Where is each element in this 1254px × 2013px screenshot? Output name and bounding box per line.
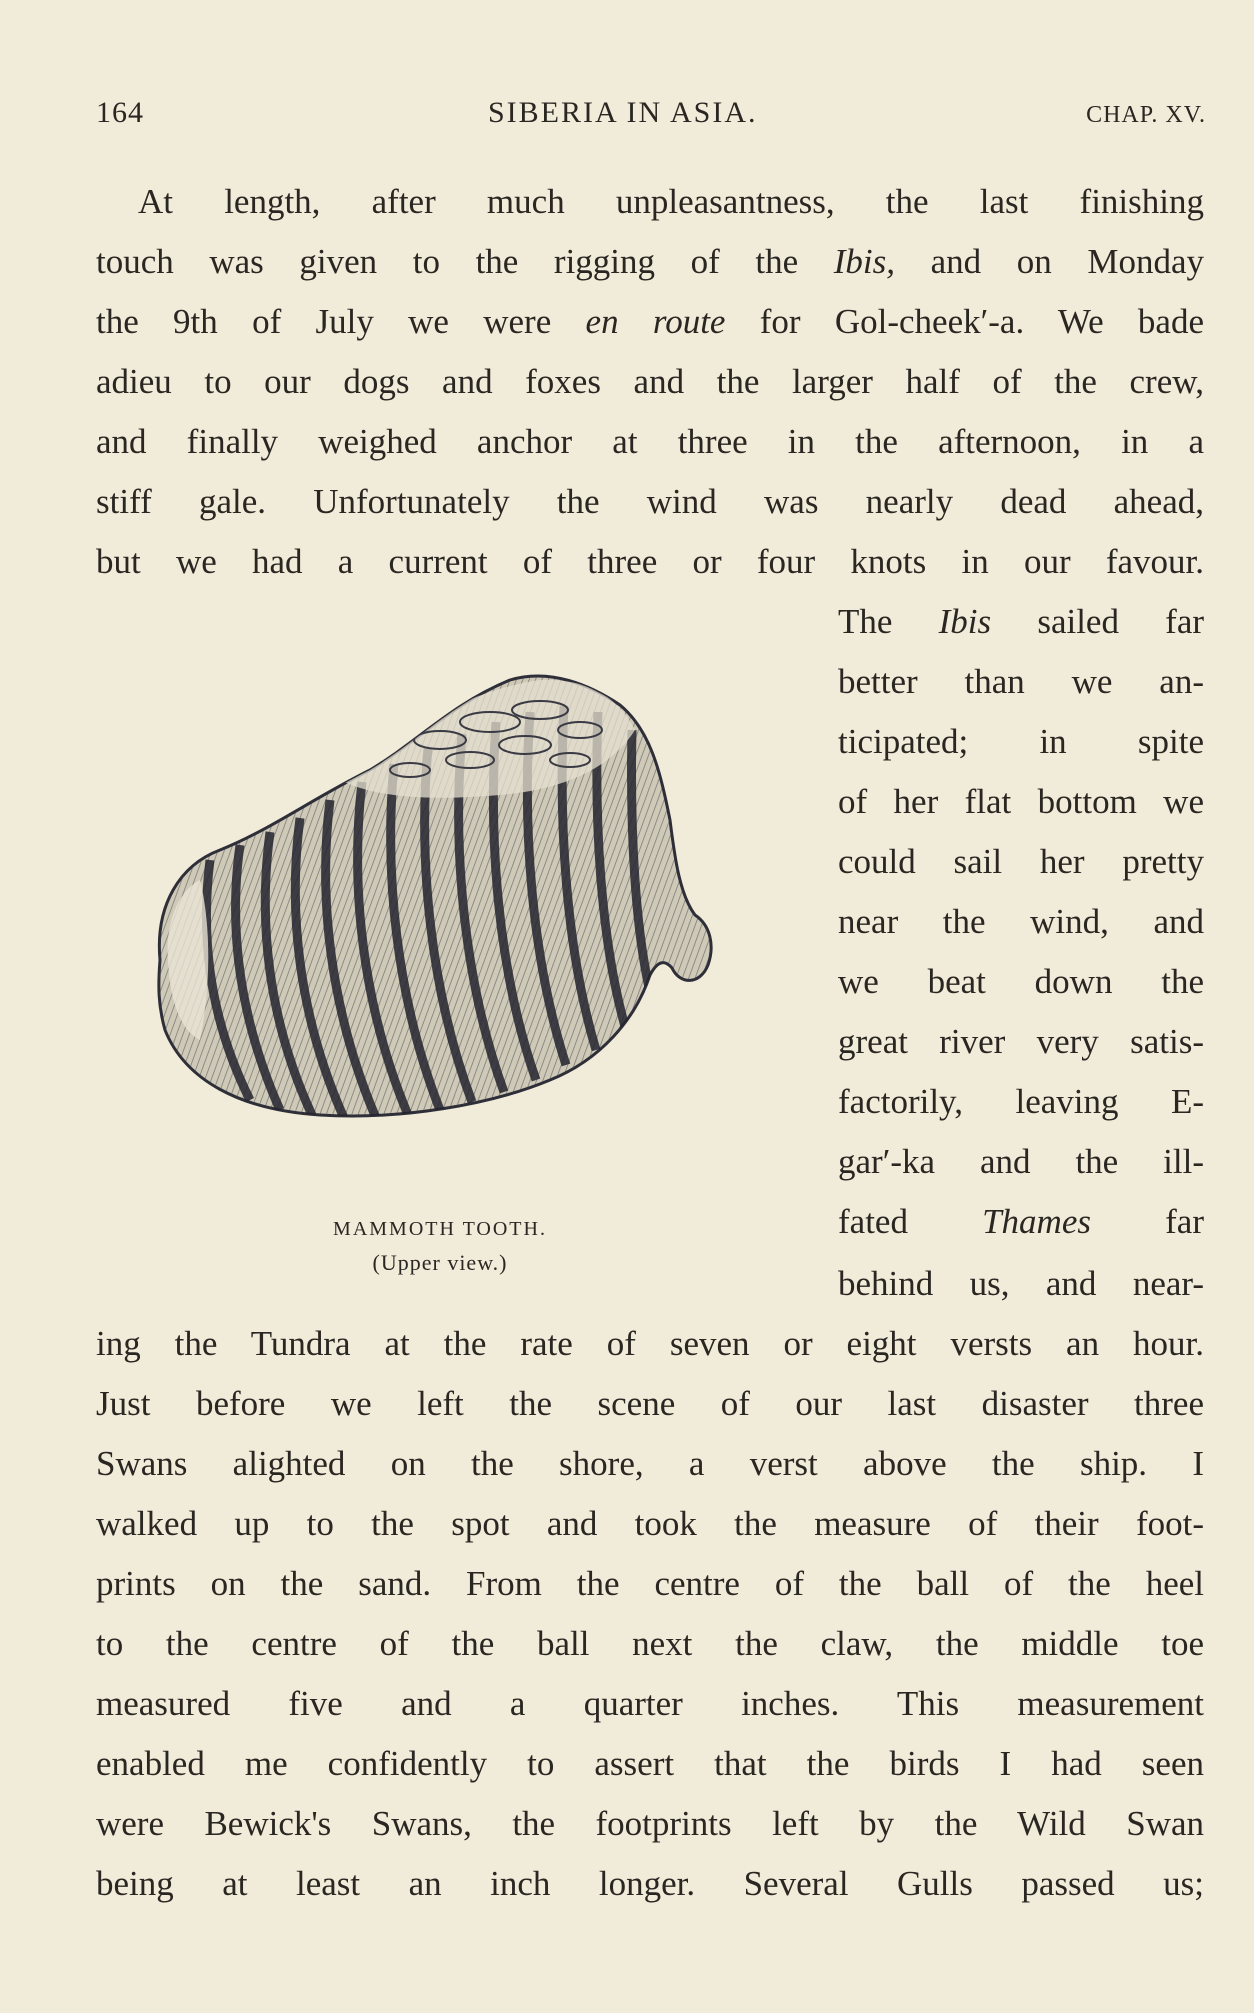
text-line: touch was given to the rigging of the Ibis, and on Monday bbox=[96, 242, 1204, 281]
text-line: the 9th of July we were en route for Gol-cheek′-a. We bade bbox=[96, 302, 1205, 341]
text-line: factorily, leaving E- bbox=[838, 1082, 1204, 1121]
text-line: ticipated; in spite bbox=[838, 722, 1204, 761]
text-line: better than we an- bbox=[838, 662, 1204, 701]
text-line: being at least an inch longer. Several Gulls passed us; bbox=[96, 1864, 1204, 1903]
text-line: gar′-ka and the ill- bbox=[838, 1142, 1204, 1181]
page-number: 164 bbox=[96, 96, 144, 129]
text-line: measured five and a quarter inches. This measurement bbox=[96, 1684, 1204, 1723]
text-line: fated Thames far bbox=[838, 1202, 1204, 1241]
text-line: Swans alighted on the shore, a verst above the ship. I bbox=[96, 1444, 1204, 1483]
running-header bbox=[96, 96, 1206, 136]
text-line: At length, after much unpleasantness, the last finishing bbox=[138, 182, 1204, 221]
figure-caption-sub: (Upper view.) bbox=[372, 1250, 508, 1275]
mammoth-tooth-engraving-icon bbox=[140, 660, 760, 1200]
text-line: to the centre of the ball next the claw, the middle toe bbox=[96, 1624, 1204, 1663]
text-line: near the wind, and bbox=[838, 902, 1204, 941]
running-title: SIBERIA IN ASIA. bbox=[488, 96, 758, 129]
text-line: The Ibis sailed far bbox=[838, 602, 1205, 641]
text-line: stiff gale. Unfortunately the wind was nearly dead ahead, bbox=[96, 482, 1204, 521]
text-line: were Bewick's Swans, the footprints left by the Wild Swan bbox=[96, 1804, 1204, 1843]
text-line: and finally weighed anchor at three in the afternoon, in a bbox=[96, 422, 1204, 461]
text-line: enabled me confidently to assert that the birds I had seen bbox=[96, 1744, 1204, 1783]
text-line: Just before we left the scene of our last disaster three bbox=[96, 1384, 1204, 1423]
text-line: adieu to our dogs and foxes and the larger half of the crew, bbox=[96, 362, 1204, 401]
mammoth-tooth-figure bbox=[140, 660, 760, 1200]
text-line: could sail her pretty bbox=[838, 842, 1204, 881]
text-line: behind us, and near- bbox=[838, 1264, 1204, 1303]
text-line: ing the Tundra at the rate of seven or eight versts an hour. bbox=[96, 1324, 1204, 1363]
text-line: but we had a current of three or four knots in our favour. bbox=[96, 542, 1204, 581]
chapter-label: CHAP. XV. bbox=[1086, 102, 1206, 128]
text-line: prints on the sand. From the centre of the ball of the heel bbox=[96, 1564, 1204, 1603]
text-line: we beat down the bbox=[838, 962, 1204, 1001]
text-line: great river very satis- bbox=[838, 1022, 1204, 1061]
text-line: walked up to the spot and took the measure of their foot- bbox=[96, 1504, 1204, 1543]
figure-caption-title: MAMMOTH TOOTH. bbox=[333, 1218, 547, 1240]
text-line: of her flat bottom we bbox=[838, 782, 1204, 821]
